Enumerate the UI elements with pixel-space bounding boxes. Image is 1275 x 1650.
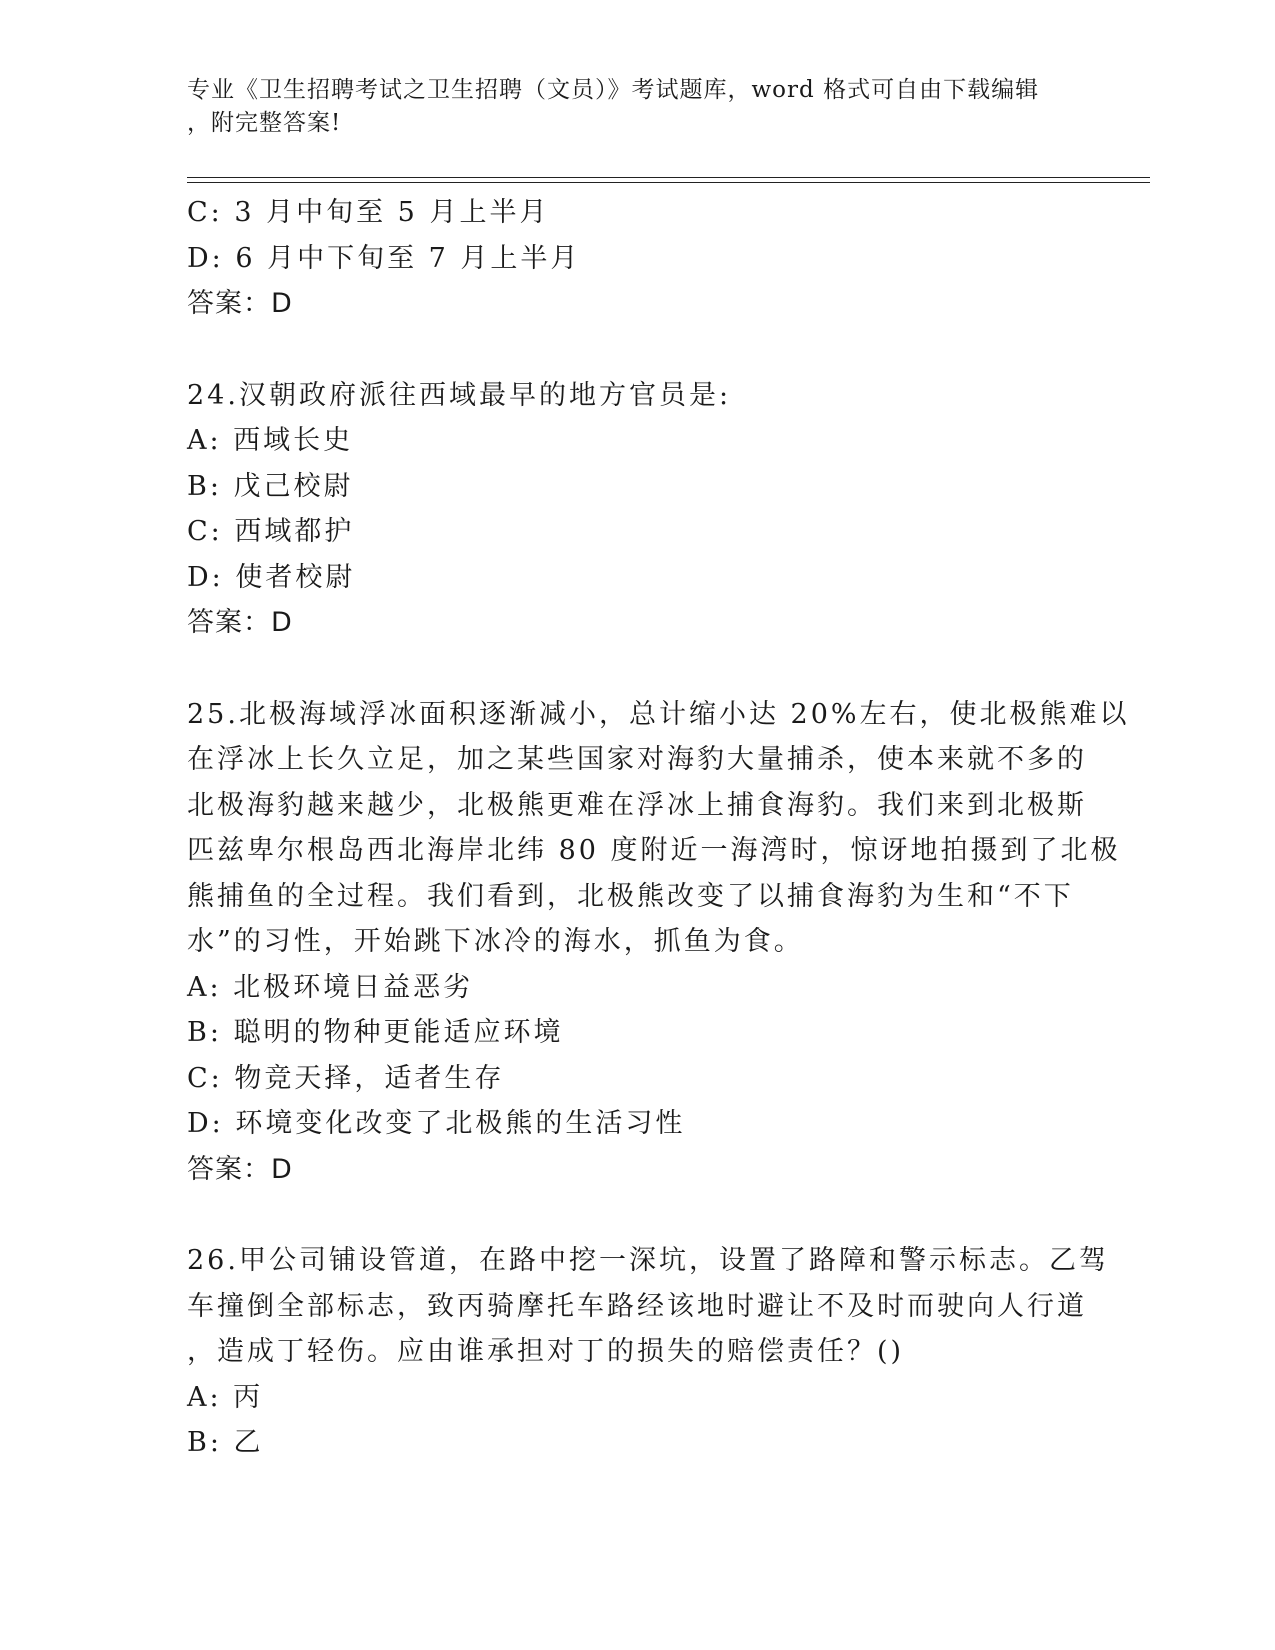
option-a: A: 西域长史 <box>187 425 354 456</box>
question-text-line: 26.甲公司铺设管道，在路中挖一深坑，设置了路障和警示标志。乙驾 <box>187 1245 1109 1276</box>
question-text: 24.汉朝政府派往西域最早的地方官员是: <box>187 379 732 411</box>
option-c: C: 物竞天择，适者生存 <box>187 1062 505 1094</box>
option-a: A: 北极环境日益恶劣 <box>187 971 474 1003</box>
question-25 <box>187 692 1130 1193</box>
question-list <box>187 190 1130 1466</box>
option-b: B: 乙 <box>187 1427 264 1458</box>
header-divider-bottom <box>187 182 1150 183</box>
question-text-line: 北极海豹越来越少，北极熊更难在浮冰上捕食海豹。我们来到北极斯 <box>187 789 1087 821</box>
option-d: D: 环境变化改变了北极熊的生活习性 <box>187 1108 686 1139</box>
option-c: C: 3 月中旬至 5 月上半月 <box>187 197 550 228</box>
question-text-line: 25.北极海域浮冰面积逐渐减小，总计缩小达 20%左右，使北极熊难以 <box>187 698 1130 730</box>
answer-label: 答案：D <box>187 607 293 638</box>
document-header <box>187 74 1087 140</box>
header-divider-top <box>187 177 1150 178</box>
option-d: D: 使者校尉 <box>187 561 356 593</box>
question-text-line: 水”的习性，开始跳下冰冷的海水，抓鱼为食。 <box>187 926 804 957</box>
question-26 <box>187 1238 1109 1466</box>
spacer <box>187 646 1077 692</box>
answer-label: 答案：D <box>187 288 293 319</box>
spacer <box>187 1192 1077 1238</box>
option-b: B: 戊己校尉 <box>187 470 354 502</box>
spacer <box>187 327 1077 373</box>
partial-question <box>187 190 1077 327</box>
header-line-1: 专业《卫生招聘考试之卫生招聘（文员）》考试题库，word 格式可自由下载编辑 <box>187 77 1040 103</box>
question-text-line: 车撞倒全部标志，致丙骑摩托车路经该地时避让不及时而驶向人行道 <box>187 1290 1087 1322</box>
question-text-line: ，造成丁轻伤。应由谁承担对丁的损失的赔偿责任？() <box>187 1336 905 1367</box>
question-text-line: 匹兹卑尔根岛西北海岸北纬 80 度附近一海湾时，惊讶地拍摄到了北极 <box>187 835 1121 866</box>
option-a: A: 丙 <box>187 1381 264 1413</box>
question-24 <box>187 373 1077 646</box>
header-line-2: ，附完整答案! <box>187 110 342 136</box>
question-text-line: 在浮冰上长久立足，加之某些国家对海豹大量捕杀，使本来就不多的 <box>187 744 1087 775</box>
question-text-line: 熊捕鱼的全过程。我们看到，北极熊改变了以捕食海豹为生和“不下 <box>187 880 1074 912</box>
answer-label: 答案：D <box>187 1153 293 1185</box>
option-c: C: 西域都护 <box>187 516 355 547</box>
option-b: B: 聪明的物种更能适应环境 <box>187 1017 564 1048</box>
option-d: D: 6 月中下旬至 7 月上半月 <box>187 242 581 274</box>
